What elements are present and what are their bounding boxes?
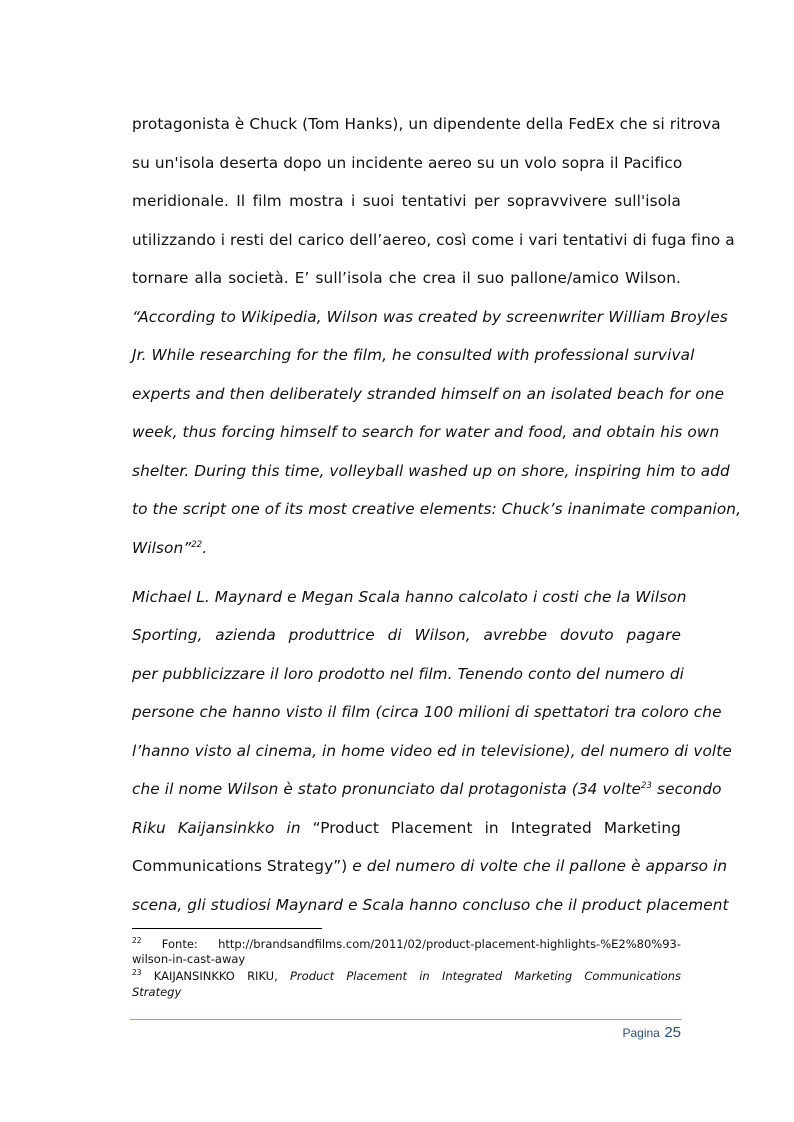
line-text: Communications Strategy”): [132, 857, 348, 875]
body-line: l’hanno visto al cinema, in home video ed in televisione), del numero di volte: [132, 742, 732, 760]
body-line: tornare alla società. E’ sull’isola che crea il suo pallone/amico Wilson.: [132, 269, 681, 287]
page-label: Pagina: [622, 1026, 660, 1040]
footnote-number: 22: [132, 936, 142, 946]
footnote-ref-22[interactable]: 22: [191, 539, 203, 550]
quote-line: to the script one of its most creative elements: Chuck’s inanimate companion,: [132, 500, 742, 518]
body-line: Sporting, azienda produttrice di Wilson, avrebbe dovuto pagare: [132, 626, 681, 644]
body-line-mixed: [132, 856, 728, 876]
body-line: Michael L. Maynard e Megan Scala hanno calcolato i costi che la Wilson: [132, 588, 687, 606]
quote-line: experts and then deliberately stranded himself on an isolated beach for one: [132, 385, 725, 403]
footnote-text: Fonte: http://brandsandfilms.com/2011/02/product-placement-highlights-%E2%80%93-: [141, 937, 681, 951]
page-footer: [622, 1024, 681, 1042]
quote-line: shelter. During this time, volleyball washed up on shore, inspiring him to add: [132, 462, 730, 480]
footnote-title: Product Placement in Integrated Marketing Communications: [290, 969, 681, 983]
body-line-with-footnote: [132, 779, 722, 799]
body-line: per pubblicizzare il loro prodotto nel film. Tenendo conto del numero di: [132, 665, 684, 683]
footnote-author: KAIJANSINKKO RIKU,: [141, 969, 290, 983]
body-line: persone che hanno visto il film (circa 100 milioni di spettatori tra coloro che: [132, 703, 722, 721]
quote-line: week, thus forcing himself to search for water and food, and obtain his own: [132, 423, 720, 441]
footnote-separator: [132, 928, 322, 929]
body-line-mixed: [132, 818, 681, 838]
page-number: 25: [664, 1024, 681, 1041]
footnote-22-cont: wilson-in-cast-away: [132, 952, 246, 966]
footnote-number: 23: [132, 968, 142, 978]
line-text: secondo: [652, 780, 722, 798]
body-line: meridionale. Il film mostra i suoi tentativi per sopravvivere sull'isola: [132, 192, 681, 210]
body-line: scena, gli studiosi Maynard e Scala hanno concluso che il product placement: [132, 896, 729, 914]
quote-line: “According to Wikipedia, Wilson was created by screenwriter William Broyles: [132, 308, 728, 326]
line-text-italic: e del numero di volte che il pallone è apparso in: [347, 857, 728, 875]
footnote-ref-23[interactable]: 23: [641, 780, 653, 791]
quote-after: .: [202, 539, 208, 557]
quote-line: Jr. While researching for the film, he consulted with professional survival: [132, 346, 695, 364]
quote-line-end: [132, 538, 681, 558]
body-line: protagonista è Chuck (Tom Hanks), un dipendente della FedEx che si ritrova: [132, 115, 721, 133]
line-text: “Product Placement in Integrated Marketing: [300, 819, 681, 837]
line-text-italic: Riku Kaijansinkko in: [132, 819, 301, 837]
body-line: su un'isola deserta dopo un incidente aereo su un volo sopra il Pacifico: [132, 154, 683, 172]
footnote-23: [132, 969, 681, 983]
quote-end-text: Wilson”: [132, 539, 192, 557]
footer-rule: [130, 1019, 682, 1020]
body-line: utilizzando i resti del carico dell’aereo, così come i vari tentativi di fuga fino a: [132, 231, 735, 249]
footnote-22: [132, 937, 681, 951]
line-text: che il nome Wilson è stato pronunciato dal protagonista (34 volte: [132, 780, 642, 798]
footnote-23-cont: Strategy: [132, 985, 182, 999]
